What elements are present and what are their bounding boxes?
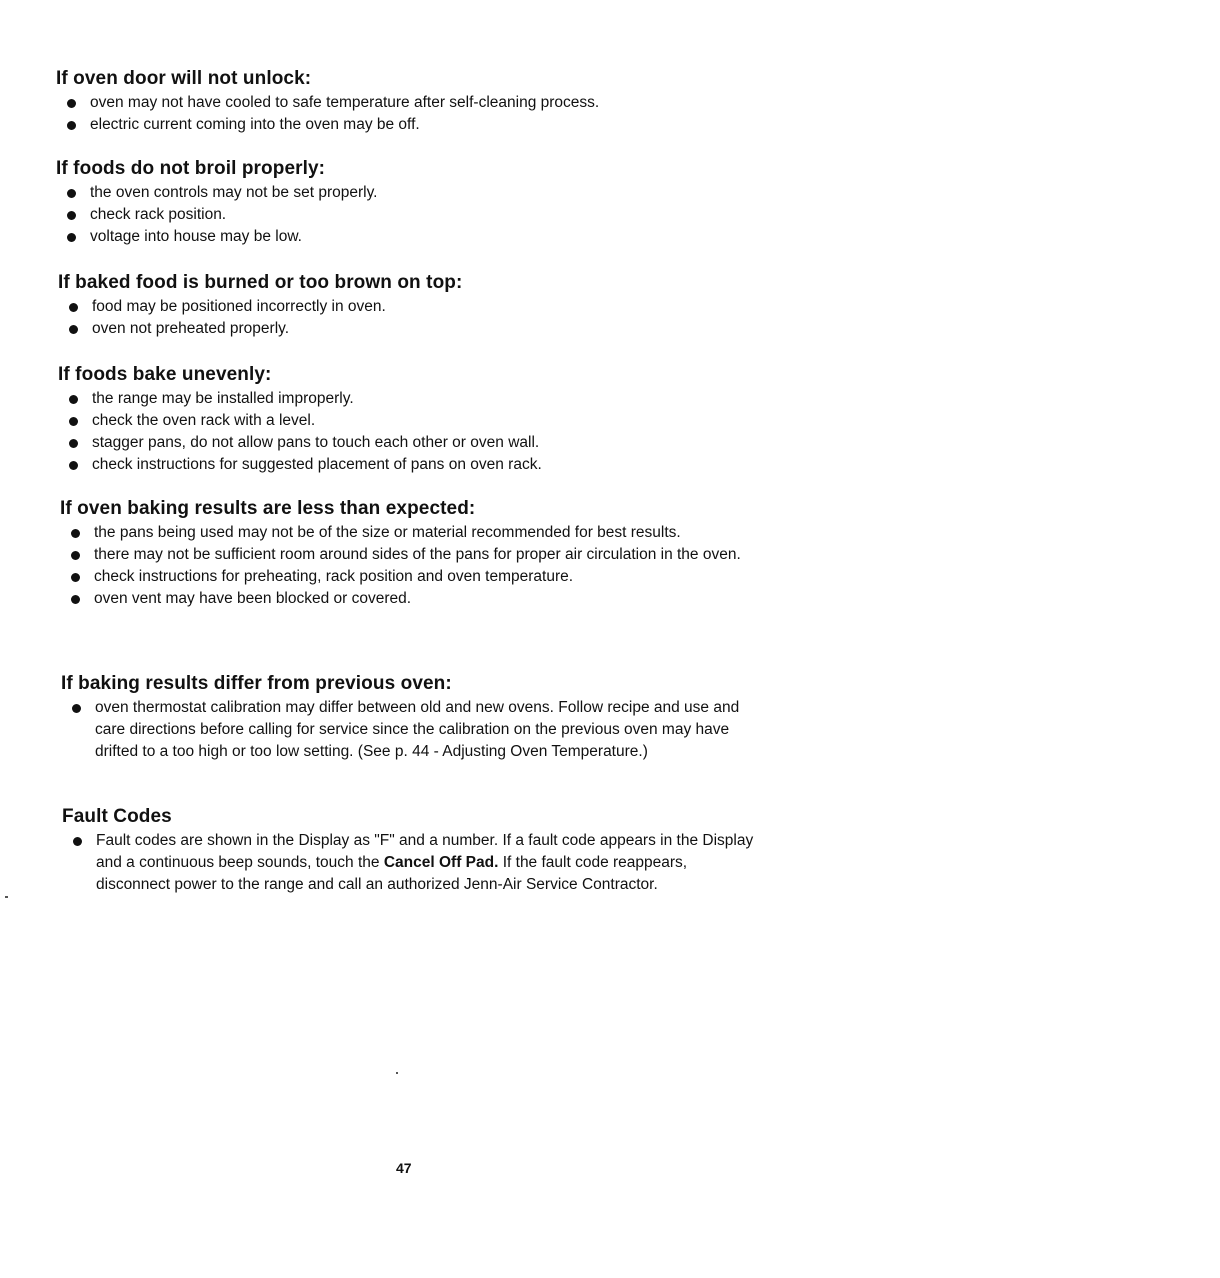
fault-codes-text: Fault codes are shown in the Display as "F" and a number. If a fault code appears in the Display and a continuous beep sounds, touch the Cancel Off Pad. If the fault code reappears, disconnect power to the range and call an authorized Jenn-Air Service Contractor. — [96, 832, 754, 893]
list-item: oven not preheated properly. — [58, 318, 758, 340]
bullet-icon — [67, 211, 76, 220]
bullet-list — [56, 182, 756, 248]
list-item: stagger pans, do not allow pans to touch each other or oven wall. — [58, 432, 758, 454]
section-door-unlock — [56, 68, 756, 136]
bullet-icon — [73, 837, 82, 846]
bullet-icon — [67, 233, 76, 242]
bullet-icon — [69, 325, 78, 334]
section-heading: If baking results differ from previous oven: — [61, 673, 452, 694]
section-differ-previous — [61, 673, 761, 763]
fault-codes-heading: Fault Codes — [62, 806, 172, 827]
list-item: the range may be installed improperly. — [58, 388, 758, 410]
bullet-icon — [71, 529, 80, 538]
section-less-than-expected — [60, 498, 760, 610]
bullet-list — [56, 92, 756, 136]
bullet-icon — [69, 395, 78, 404]
bullet-icon — [67, 189, 76, 198]
list-item: voltage into house may be low. — [56, 226, 756, 248]
list-item: oven thermostat calibration may differ between old and new ovens. Follow recipe and use and care directions before calling for service since the calibration on the previous oven may have drifted to a too high or too low setting. (See p. 44 - Adjusting Oven Temperature.) — [61, 697, 761, 763]
list-item: check instructions for suggested placement of pans on oven rack. — [58, 454, 758, 476]
list-item: electric current coming into the oven may be off. — [56, 114, 756, 136]
list-item: the oven controls may not be set properly. — [56, 182, 756, 204]
scan-mark — [396, 1072, 398, 1074]
list-item — [62, 830, 762, 896]
list-item: check rack position. — [56, 204, 756, 226]
section-heading: If foods do not broil properly: — [56, 158, 326, 179]
section-fault-codes — [62, 806, 762, 896]
section-bake-unevenly — [58, 364, 758, 476]
list-item: check the oven rack with a level. — [58, 410, 758, 432]
section-heading: If oven door will not unlock: — [56, 68, 312, 89]
section-heading: If foods bake unevenly: — [58, 364, 272, 385]
section-broil — [56, 158, 756, 248]
bullet-icon — [69, 439, 78, 448]
bullet-list — [62, 830, 762, 896]
section-heading: If oven baking results are less than expected: — [60, 498, 476, 519]
bullet-icon — [71, 551, 80, 560]
bullet-list — [58, 296, 758, 340]
section-burned-top — [58, 272, 758, 340]
bullet-icon — [71, 595, 80, 604]
list-item: food may be positioned incorrectly in oven. — [58, 296, 758, 318]
bullet-icon — [72, 704, 81, 713]
section-heading: If baked food is burned or too brown on top: — [58, 272, 463, 293]
scan-mark — [5, 896, 8, 898]
page-number: 47 — [396, 1160, 412, 1176]
bullet-icon — [71, 573, 80, 582]
bullet-icon — [67, 121, 76, 130]
list-item: oven vent may have been blocked or covered. — [60, 588, 760, 610]
bullet-list — [58, 388, 758, 476]
bullet-icon — [67, 99, 76, 108]
list-item: the pans being used may not be of the size or material recommended for best results. — [60, 522, 760, 544]
list-item: oven may not have cooled to safe temperature after self-cleaning process. — [56, 92, 756, 114]
bullet-list — [60, 522, 760, 610]
list-item: check instructions for preheating, rack position and oven temperature. — [60, 566, 760, 588]
bullet-icon — [69, 461, 78, 470]
bullet-list — [61, 697, 761, 763]
list-item: there may not be sufficient room around sides of the pans for proper air circulation in the oven. — [60, 544, 760, 566]
bullet-icon — [69, 417, 78, 426]
cancel-off-pad-label: Cancel Off Pad. — [383, 854, 499, 871]
bullet-icon — [69, 303, 78, 312]
